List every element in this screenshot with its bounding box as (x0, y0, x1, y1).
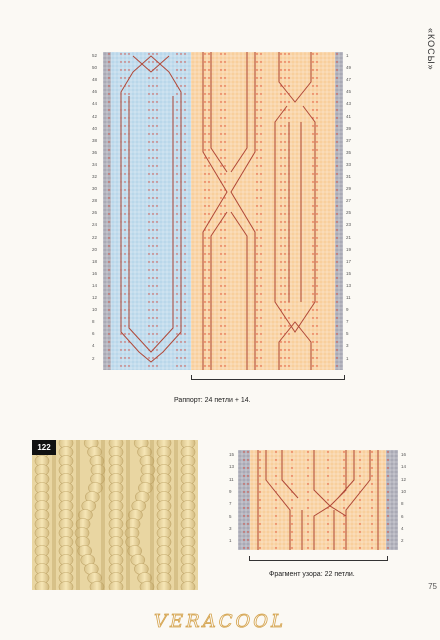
row-number: 40 (92, 125, 98, 131)
row-number: 1 (346, 355, 349, 361)
row-number: 39 (346, 125, 352, 131)
row-number: 49 (346, 65, 352, 71)
top-knitting-chart (103, 52, 343, 370)
row-number: 3 (346, 343, 349, 349)
row-number: 52 (92, 53, 98, 58)
bottom-chart-grid (238, 450, 398, 550)
row-number: 11 (229, 476, 234, 482)
row-number: 16 (401, 452, 407, 457)
row-number: 33 (346, 161, 352, 167)
row-number: 4 (401, 525, 404, 531)
row-number: 21 (346, 234, 352, 240)
row-number: 6 (92, 331, 95, 337)
row-number: 17 (346, 258, 352, 264)
row-number: 12 (401, 476, 407, 482)
row-number: 2 (92, 355, 95, 361)
row-number: 10 (92, 307, 98, 313)
row-number: 16 (92, 270, 98, 276)
row-number: 50 (92, 65, 98, 71)
row-number: 5 (229, 513, 232, 519)
row-number: 47 (346, 77, 352, 83)
row-number: 7 (346, 319, 349, 325)
bottom-knitting-chart (238, 450, 398, 550)
row-number: 9 (229, 488, 232, 494)
row-number: 42 (92, 113, 98, 119)
row-number: 7 (229, 501, 232, 507)
row-number: 12 (92, 295, 98, 300)
row-number: 13 (229, 464, 235, 470)
knitted-swatch-photo (32, 440, 198, 590)
row-number: 44 (92, 101, 98, 107)
row-number: 37 (346, 137, 352, 143)
row-number: 4 (92, 343, 95, 349)
row-number: 30 (92, 186, 98, 192)
row-number: 5 (346, 331, 349, 337)
top-chart-caption: Раппорт: 24 петли + 14. (174, 397, 251, 404)
row-number: 32 (92, 174, 98, 179)
row-number: 29 (346, 186, 352, 192)
page-number: 75 (428, 582, 437, 591)
row-number: 1 (229, 538, 232, 544)
row-number: 3 (229, 525, 232, 531)
row-number: 26 (92, 210, 98, 216)
row-number: 8 (401, 501, 404, 507)
row-number: 19 (346, 246, 352, 252)
row-number: 14 (401, 464, 407, 470)
row-number: 35 (346, 149, 352, 155)
row-number: 13 (346, 282, 352, 288)
top-chart-repeat-bracket (191, 375, 345, 380)
row-number: 8 (92, 319, 95, 325)
row-number: 38 (92, 137, 98, 143)
row-number: 15 (229, 452, 235, 457)
row-number: 11 (346, 295, 351, 300)
row-number: 36 (92, 149, 98, 155)
bottom-chart-repeat-bracket (249, 556, 388, 561)
pattern-number-badge: 122 (32, 440, 56, 455)
row-number: 2 (401, 538, 404, 544)
row-number: 45 (346, 89, 352, 95)
side-title: «КОСЫ» (426, 28, 436, 71)
row-number: 31 (346, 174, 352, 179)
row-number: 22 (92, 234, 98, 240)
row-number: 20 (92, 246, 98, 252)
row-number: 1 (346, 53, 349, 58)
row-number: 34 (92, 161, 98, 167)
row-number: 23 (346, 222, 352, 228)
row-number: 24 (92, 222, 98, 228)
row-number: 6 (401, 513, 404, 519)
row-number: 41 (346, 113, 352, 119)
row-number: 46 (92, 89, 98, 95)
row-number: 43 (346, 101, 352, 107)
veracool-logo (135, 610, 305, 639)
bottom-chart-caption: Фрагмент узора: 22 петли. (269, 571, 355, 578)
row-number: 14 (92, 282, 98, 288)
row-number: 48 (92, 77, 98, 83)
svg-text:VERACOOL: VERACOOL (154, 611, 286, 632)
row-number: 9 (346, 307, 349, 313)
row-number: 25 (346, 210, 352, 216)
row-number: 27 (346, 198, 352, 204)
row-number: 28 (92, 198, 98, 204)
top-chart-grid (103, 52, 343, 370)
row-number: 18 (92, 258, 98, 264)
row-number: 15 (346, 270, 352, 276)
row-number: 10 (401, 488, 407, 494)
